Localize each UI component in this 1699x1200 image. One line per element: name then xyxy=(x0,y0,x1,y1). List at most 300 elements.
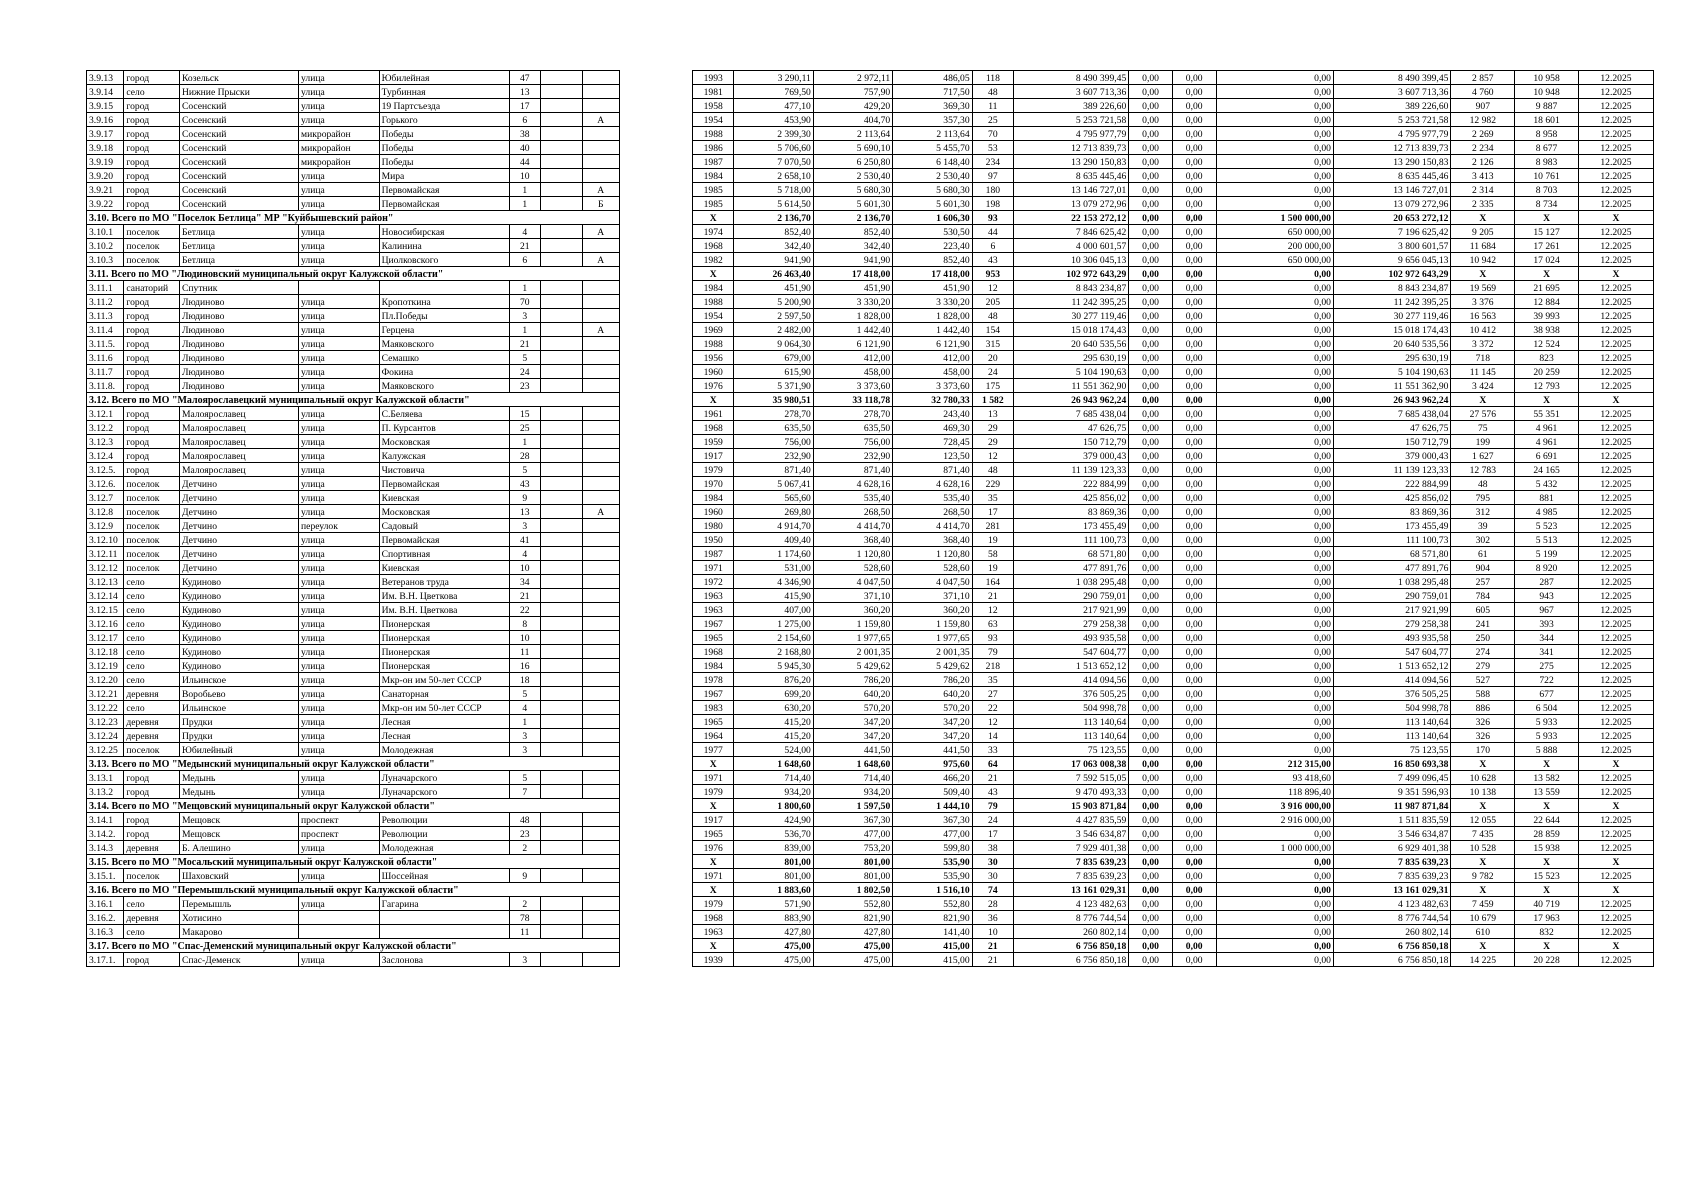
table-cell: 453,90 xyxy=(734,113,813,127)
table-cell: 0,00 xyxy=(1216,561,1333,575)
table-cell: 15 018 174,43 xyxy=(1333,323,1450,337)
total-row xyxy=(693,757,1654,771)
table-cell: 13 161 029,31 xyxy=(1333,883,1450,897)
table-cell: 0,00 xyxy=(1129,491,1173,505)
table-cell: 630,20 xyxy=(734,701,813,715)
table-cell: 509,40 xyxy=(893,785,972,799)
address-row xyxy=(87,659,620,673)
table-cell: 5 xyxy=(509,463,540,477)
table-cell: Медынь xyxy=(179,785,298,799)
table-cell: 379 000,43 xyxy=(1333,449,1450,463)
table-cell: 10 948 xyxy=(1515,85,1579,99)
table-cell: Детчино xyxy=(179,519,298,533)
table-cell: 13 xyxy=(509,505,540,519)
table-cell: 599,80 xyxy=(893,841,972,855)
table-cell: 12.2025 xyxy=(1578,603,1653,617)
table-cell: 0,00 xyxy=(1129,617,1173,631)
table-cell: 344 xyxy=(1515,631,1579,645)
table-cell: 0,00 xyxy=(1216,939,1333,953)
table-cell: 2 597,50 xyxy=(734,309,813,323)
figures-row xyxy=(693,225,1654,239)
table-cell: Ильинское xyxy=(179,673,298,687)
table-cell: 55 351 xyxy=(1515,407,1579,421)
table-cell: Перемышль xyxy=(179,897,298,911)
table-cell: улица xyxy=(299,379,380,393)
table-cell: город xyxy=(124,169,180,183)
table-cell: 6 148,40 xyxy=(893,155,972,169)
table-cell xyxy=(582,743,619,757)
table-cell: 0,00 xyxy=(1216,659,1333,673)
table-cell: 0,00 xyxy=(1172,267,1216,281)
address-row xyxy=(87,435,620,449)
table-cell: 0,00 xyxy=(1172,883,1216,897)
table-cell: 0,00 xyxy=(1129,771,1173,785)
table-cell: улица xyxy=(299,183,380,197)
table-cell: 3.12.6. xyxy=(87,477,124,491)
table-cell: 3.12.13 xyxy=(87,575,124,589)
figures-row xyxy=(693,197,1654,211)
table-cell: Ветеранов труда xyxy=(379,575,509,589)
table-cell: 12.2025 xyxy=(1578,925,1653,939)
table-cell: 16 xyxy=(509,659,540,673)
table-cell: 493 935,58 xyxy=(1333,631,1450,645)
table-cell: Людиново xyxy=(179,323,298,337)
table-cell: X xyxy=(693,211,734,225)
table-cell: 0,00 xyxy=(1129,799,1173,813)
table-cell: 795 xyxy=(1451,491,1515,505)
table-cell: 1963 xyxy=(693,925,734,939)
table-cell: 0,00 xyxy=(1172,407,1216,421)
table-cell: 10 xyxy=(509,631,540,645)
table-cell: 714,40 xyxy=(813,771,892,785)
table-cell: 141,40 xyxy=(893,925,972,939)
address-row xyxy=(87,547,620,561)
table-cell: 1965 xyxy=(693,827,734,841)
table-cell xyxy=(540,113,582,127)
table-cell: 0,00 xyxy=(1172,673,1216,687)
table-cell: город xyxy=(124,463,180,477)
table-cell: город xyxy=(124,337,180,351)
table-cell: 43 xyxy=(972,253,1013,267)
table-cell: 571,90 xyxy=(734,897,813,911)
table-cell: 16 850 693,38 xyxy=(1333,757,1450,771)
table-cell: Нижние Прыски xyxy=(179,85,298,99)
table-cell: 3.12.7 xyxy=(87,491,124,505)
section-title: 3.17. Всего по МО "Спас-Деменский муниципальный округ Калужской области" xyxy=(87,939,620,953)
table-cell: 0,00 xyxy=(1172,169,1216,183)
table-cell: 0,00 xyxy=(1129,911,1173,925)
table-cell: 486,05 xyxy=(893,71,972,85)
table-cell: Людиново xyxy=(179,351,298,365)
figures-row xyxy=(693,897,1654,911)
table-cell: город xyxy=(124,827,180,841)
address-row xyxy=(87,589,620,603)
table-cell: 0,00 xyxy=(1129,841,1173,855)
table-cell: 4 000 601,57 xyxy=(1014,239,1129,253)
table-cell: 290 759,01 xyxy=(1014,589,1129,603)
table-cell: 32 780,33 xyxy=(893,393,972,407)
table-cell: Садовый xyxy=(379,519,509,533)
table-cell: 1968 xyxy=(693,911,734,925)
table-cell: 15 018 174,43 xyxy=(1014,323,1129,337)
table-cell: 23 xyxy=(509,827,540,841)
table-cell: деревня xyxy=(124,841,180,855)
table-cell: 11 551 362,90 xyxy=(1014,379,1129,393)
table-cell: 3.15.1. xyxy=(87,869,124,883)
table-cell: 7 196 625,42 xyxy=(1333,225,1450,239)
table-cell: 3.14.3 xyxy=(87,841,124,855)
table-cell: 0,00 xyxy=(1172,911,1216,925)
table-cell: 64 xyxy=(972,757,1013,771)
table-cell: 13 079 272,96 xyxy=(1333,197,1450,211)
section-header-row xyxy=(87,267,620,281)
table-cell: 0,00 xyxy=(1216,505,1333,519)
figures-row xyxy=(693,505,1654,519)
table-cell: Кудиново xyxy=(179,645,298,659)
table-cell: улица xyxy=(299,505,380,519)
table-cell: 0,00 xyxy=(1172,225,1216,239)
table-cell: 3.11.7 xyxy=(87,365,124,379)
table-cell: 10 679 xyxy=(1451,911,1515,925)
table-cell xyxy=(540,547,582,561)
table-cell: 25 xyxy=(509,421,540,435)
table-cell: улица xyxy=(299,743,380,757)
table-cell xyxy=(582,575,619,589)
table-cell: 1979 xyxy=(693,463,734,477)
table-cell: 3.16.2. xyxy=(87,911,124,925)
table-cell: 0,00 xyxy=(1216,645,1333,659)
figures-row xyxy=(693,645,1654,659)
table-cell: улица xyxy=(299,71,380,85)
address-row xyxy=(87,771,620,785)
table-cell: 3.17.1. xyxy=(87,953,124,967)
table-cell: 7 459 xyxy=(1451,897,1515,911)
table-cell: 0,00 xyxy=(1216,519,1333,533)
table-cell: 17 024 xyxy=(1515,253,1579,267)
table-cell: 4 961 xyxy=(1515,421,1579,435)
table-cell: 0,00 xyxy=(1216,113,1333,127)
table-cell: 9 351 596,93 xyxy=(1333,785,1450,799)
table-cell: 8 490 399,45 xyxy=(1333,71,1450,85)
figures-row xyxy=(693,155,1654,169)
table-cell: 1965 xyxy=(693,715,734,729)
address-row xyxy=(87,897,620,911)
table-cell: 588 xyxy=(1451,687,1515,701)
table-cell: 15 xyxy=(509,407,540,421)
table-cell: 530,50 xyxy=(893,225,972,239)
table-cell: 35 xyxy=(972,673,1013,687)
table-cell: 6 756 850,18 xyxy=(1014,939,1129,953)
table-cell: поселок xyxy=(124,519,180,533)
table-cell: 677 xyxy=(1515,687,1579,701)
table-cell: 1 648,60 xyxy=(813,757,892,771)
table-cell: 1965 xyxy=(693,631,734,645)
total-row xyxy=(693,267,1654,281)
table-cell: 1968 xyxy=(693,421,734,435)
table-cell: 12.2025 xyxy=(1578,743,1653,757)
address-row xyxy=(87,617,620,631)
table-cell: 3 xyxy=(509,743,540,757)
table-cell xyxy=(582,519,619,533)
table-cell: 0,00 xyxy=(1172,631,1216,645)
table-cell: город xyxy=(124,71,180,85)
table-cell: Лесная xyxy=(379,729,509,743)
address-row xyxy=(87,631,620,645)
table-cell: 1 828,00 xyxy=(893,309,972,323)
table-cell: 0,00 xyxy=(1172,421,1216,435)
table-cell: 0,00 xyxy=(1216,869,1333,883)
table-cell xyxy=(582,337,619,351)
table-cell: 531,00 xyxy=(734,561,813,575)
address-row xyxy=(87,183,620,197)
table-cell: Сосенский xyxy=(179,155,298,169)
table-cell: 12.2025 xyxy=(1578,575,1653,589)
table-cell: деревня xyxy=(124,911,180,925)
table-cell: 0,00 xyxy=(1216,673,1333,687)
table-cell: X xyxy=(1578,799,1653,813)
table-cell: 6 504 xyxy=(1515,701,1579,715)
table-cell: 2 658,10 xyxy=(734,169,813,183)
address-row xyxy=(87,281,620,295)
table-cell xyxy=(582,701,619,715)
table-cell: 941,90 xyxy=(734,253,813,267)
table-cell: 12.2025 xyxy=(1578,337,1653,351)
table-cell: 0,00 xyxy=(1216,71,1333,85)
table-cell: 6 250,80 xyxy=(813,155,892,169)
table-cell xyxy=(540,561,582,575)
table-cell: Малоярославец xyxy=(179,421,298,435)
table-cell: 12.2025 xyxy=(1578,379,1653,393)
table-cell: 7 846 625,42 xyxy=(1014,225,1129,239)
table-cell: Мещовск xyxy=(179,827,298,841)
table-cell: город xyxy=(124,127,180,141)
figures-row xyxy=(693,407,1654,421)
table-cell: Победы xyxy=(379,141,509,155)
table-cell: 821,90 xyxy=(813,911,892,925)
address-row xyxy=(87,323,620,337)
table-cell: А xyxy=(582,183,619,197)
table-cell: 1939 xyxy=(693,953,734,967)
table-cell xyxy=(540,589,582,603)
table-cell: 0,00 xyxy=(1216,589,1333,603)
table-cell: 3.9.19 xyxy=(87,155,124,169)
table-cell xyxy=(540,141,582,155)
table-cell: 615,90 xyxy=(734,365,813,379)
table-cell: улица xyxy=(299,197,380,211)
table-cell: П. Курсантов xyxy=(379,421,509,435)
table-cell: 756,00 xyxy=(734,435,813,449)
table-cell: 4 xyxy=(509,701,540,715)
table-cell: 881 xyxy=(1515,491,1579,505)
table-cell: улица xyxy=(299,589,380,603)
table-cell xyxy=(582,687,619,701)
table-cell: 3.12.22 xyxy=(87,701,124,715)
table-cell: X xyxy=(1578,939,1653,953)
table-cell: 1 038 295,48 xyxy=(1014,575,1129,589)
table-cell: 934,20 xyxy=(734,785,813,799)
table-cell xyxy=(582,309,619,323)
table-cell: 0,00 xyxy=(1172,743,1216,757)
address-row xyxy=(87,351,620,365)
table-cell: 679,00 xyxy=(734,351,813,365)
table-cell: 10 xyxy=(509,561,540,575)
table-cell: 0,00 xyxy=(1129,659,1173,673)
table-cell: 801,00 xyxy=(734,855,813,869)
table-cell: 477 891,76 xyxy=(1333,561,1450,575)
table-cell: 20 259 xyxy=(1515,365,1579,379)
table-cell: Первомайская xyxy=(379,477,509,491)
table-cell: 118 896,40 xyxy=(1216,785,1333,799)
table-cell: 24 xyxy=(509,365,540,379)
table-cell: 10 628 xyxy=(1451,771,1515,785)
table-cell: 0,00 xyxy=(1172,141,1216,155)
table-cell: 0,00 xyxy=(1216,127,1333,141)
table-cell xyxy=(540,183,582,197)
table-cell: X xyxy=(1515,267,1579,281)
table-cell: 68 571,80 xyxy=(1333,547,1450,561)
table-cell: 278,70 xyxy=(734,407,813,421)
table-cell: X xyxy=(1451,855,1515,869)
figures-row xyxy=(693,911,1654,925)
table-cell: 3.12.25 xyxy=(87,743,124,757)
table-cell: Малоярославец xyxy=(179,407,298,421)
table-cell: 61 xyxy=(1451,547,1515,561)
section-title: 3.13. Всего по МО "Медынский муниципальный округ Калужской области" xyxy=(87,757,620,771)
table-cell: 113 140,64 xyxy=(1333,729,1450,743)
table-cell: 20 228 xyxy=(1515,953,1579,967)
table-cell: 12.2025 xyxy=(1578,99,1653,113)
table-cell: 12.2025 xyxy=(1578,827,1653,841)
table-cell xyxy=(540,253,582,267)
table-cell: город xyxy=(124,365,180,379)
figures-row xyxy=(693,253,1654,267)
table-cell: 0,00 xyxy=(1172,463,1216,477)
table-cell xyxy=(299,281,380,295)
table-cell: 3 xyxy=(509,729,540,743)
table-cell: 74 xyxy=(972,883,1013,897)
figures-row xyxy=(693,309,1654,323)
table-cell: 5 371,90 xyxy=(734,379,813,393)
table-cell: 75 xyxy=(1451,421,1515,435)
table-cell: 17 418,00 xyxy=(813,267,892,281)
table-cell: 24 165 xyxy=(1515,463,1579,477)
table-cell: 13 161 029,31 xyxy=(1014,883,1129,897)
table-cell: 68 571,80 xyxy=(1014,547,1129,561)
table-cell: 3 373,60 xyxy=(813,379,892,393)
table-cell: село xyxy=(124,673,180,687)
table-cell: 0,00 xyxy=(1172,477,1216,491)
figures-row xyxy=(693,85,1654,99)
table-cell: 5 xyxy=(509,351,540,365)
table-cell: 20 653 272,12 xyxy=(1333,211,1450,225)
table-cell: 38 938 xyxy=(1515,323,1579,337)
table-cell: 1971 xyxy=(693,869,734,883)
table-cell: 1969 xyxy=(693,323,734,337)
figures-row xyxy=(693,771,1654,785)
table-cell: 718 xyxy=(1451,351,1515,365)
table-cell: 3.12.5. xyxy=(87,463,124,477)
table-cell: улица xyxy=(299,645,380,659)
table-cell: 3.11.8. xyxy=(87,379,124,393)
table-cell: 458,00 xyxy=(813,365,892,379)
table-cell: 0,00 xyxy=(1216,407,1333,421)
table-cell: 274 xyxy=(1451,645,1515,659)
table-cell: 477,00 xyxy=(893,827,972,841)
section-title: 3.11. Всего по МО "Людиновский муниципальный округ Калужской области" xyxy=(87,267,620,281)
table-cell: 547 604,77 xyxy=(1333,645,1450,659)
table-cell: город xyxy=(124,99,180,113)
table-cell: 212 315,00 xyxy=(1216,757,1333,771)
table-cell: 1986 xyxy=(693,141,734,155)
table-cell: X xyxy=(1578,393,1653,407)
table-cell: 753,20 xyxy=(813,841,892,855)
table-cell: 12.2025 xyxy=(1578,897,1653,911)
table-cell: 0,00 xyxy=(1129,631,1173,645)
table-cell: 393 xyxy=(1515,617,1579,631)
table-cell: 1 159,80 xyxy=(813,617,892,631)
table-cell: 1 000 000,00 xyxy=(1216,841,1333,855)
table-cell: 223,40 xyxy=(893,239,972,253)
table-cell: улица xyxy=(299,603,380,617)
table-cell: 907 xyxy=(1451,99,1515,113)
table-cell: город xyxy=(124,323,180,337)
table-cell: 0,00 xyxy=(1172,925,1216,939)
table-cell: 12.2025 xyxy=(1578,141,1653,155)
table-cell: Б xyxy=(582,197,619,211)
table-cell: 1987 xyxy=(693,547,734,561)
table-cell xyxy=(540,827,582,841)
table-cell: 975,60 xyxy=(893,757,972,771)
table-cell: Сосенский xyxy=(179,99,298,113)
address-row xyxy=(87,253,620,267)
table-cell: 0,00 xyxy=(1172,505,1216,519)
table-cell xyxy=(582,477,619,491)
address-row xyxy=(87,561,620,575)
table-cell: 3.9.14 xyxy=(87,85,124,99)
table-cell: 0,00 xyxy=(1172,99,1216,113)
table-cell: 1 xyxy=(509,183,540,197)
figures-row xyxy=(693,925,1654,939)
table-cell: 367,30 xyxy=(813,813,892,827)
table-cell: 1 582 xyxy=(972,393,1013,407)
address-row xyxy=(87,603,620,617)
table-cell: улица xyxy=(299,533,380,547)
table-cell: 1956 xyxy=(693,351,734,365)
figures-row xyxy=(693,575,1654,589)
table-cell: 12 713 839,73 xyxy=(1014,141,1129,155)
table-cell: село xyxy=(124,85,180,99)
table-cell: 3.9.20 xyxy=(87,169,124,183)
address-row xyxy=(87,953,620,967)
table-cell: 3 546 634,87 xyxy=(1014,827,1129,841)
table-cell: 0,00 xyxy=(1172,309,1216,323)
table-cell: 2 xyxy=(509,897,540,911)
table-cell: 2 154,60 xyxy=(734,631,813,645)
table-cell: 199 xyxy=(1451,435,1515,449)
table-cell: 6 756 850,18 xyxy=(1333,939,1450,953)
table-cell: 12.2025 xyxy=(1578,477,1653,491)
table-cell: 0,00 xyxy=(1129,729,1173,743)
total-row xyxy=(693,799,1654,813)
table-cell: 48 xyxy=(972,463,1013,477)
table-cell: Гагарина xyxy=(379,897,509,911)
table-cell: X xyxy=(693,799,734,813)
table-cell: X xyxy=(693,757,734,771)
table-cell: 1977 xyxy=(693,743,734,757)
table-cell: 1954 xyxy=(693,113,734,127)
table-cell: город xyxy=(124,953,180,967)
table-cell: 12.2025 xyxy=(1578,617,1653,631)
